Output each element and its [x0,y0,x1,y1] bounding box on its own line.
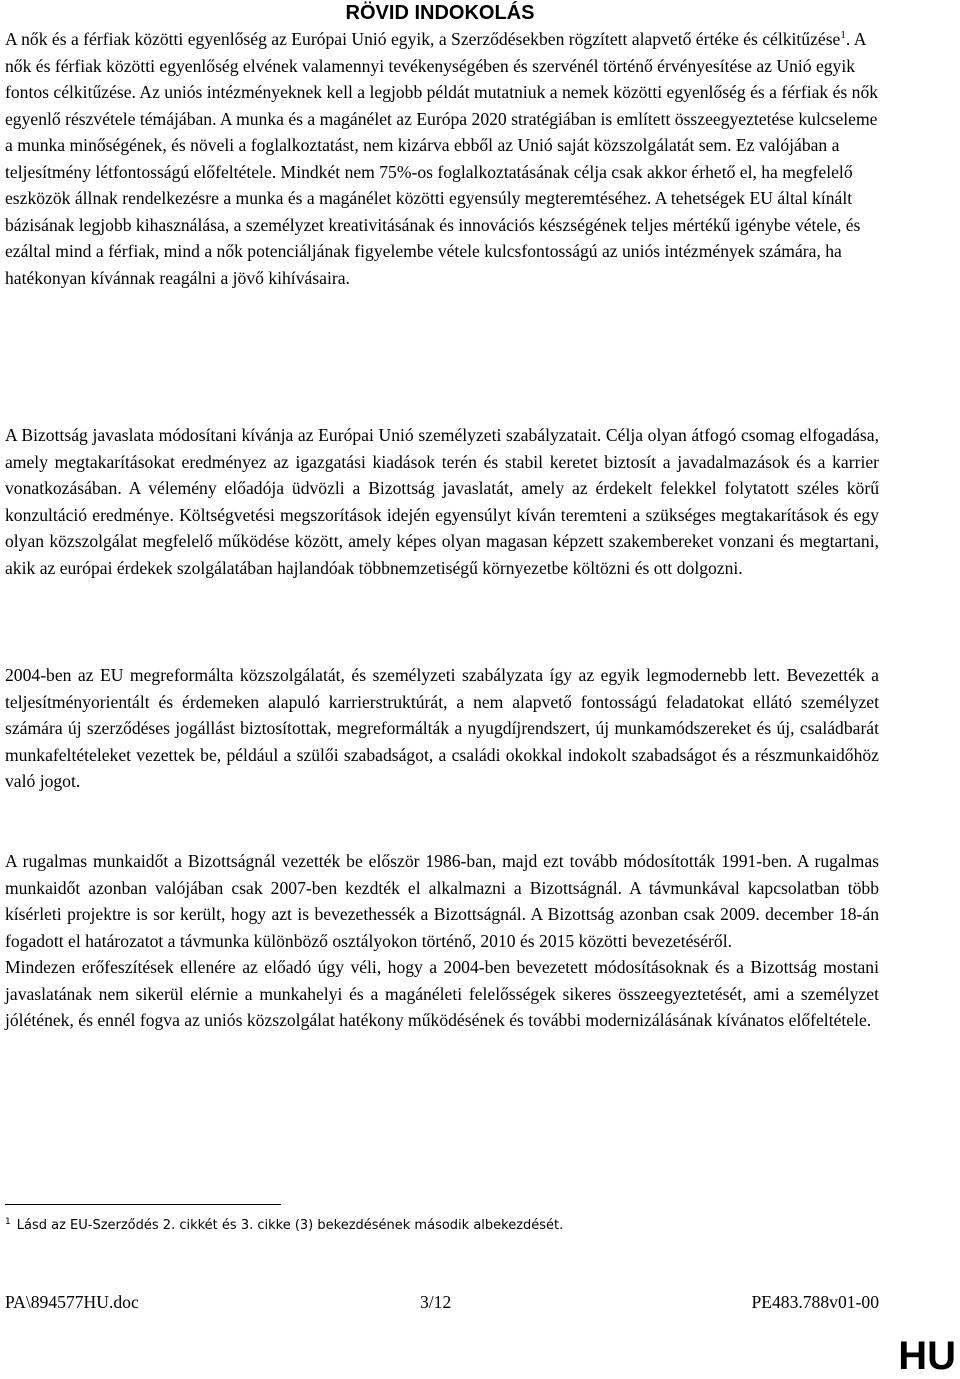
language-code: HU [898,1334,956,1378]
paragraph-4: A rugalmas munkaidőt a Bizottságnál vezették be először 1986-ban, majd ezt tovább módosították 1991-ben. A rugalmas munkaidőt azonban valójában csak 2007-ben kezdték el alkalmazni a Bizottságnál. A távmunkával kapcsolatban több kísérleti projektre is sor került, hogy azt is bevezethessék a Bizottságnál. A Bizottság azonban csak 2009. december 18-án fogadott el határozatot a távmunka különböző osztályokon történő, 2010 és 2015 közötti bevezetéséről. [5,851,879,951]
document-body-4 [5,848,879,1034]
footnote-text: Lásd az EU-Szerződés 2. cikkét és 3. cikke (3) bekezdésének második albekezdését. [16,1218,564,1233]
document-body [5,26,879,291]
paragraph-1-text-a: A nők és a férfiak közötti egyenlőség az Európai Unió egyik, a Szerződésekben rögzített alapvető értéke és célkitűzése [5,29,841,49]
footer-page-number: 3/12 [420,1292,452,1312]
paragraph-2: A Bizottság javaslata módosítani kívánja az Európai Unió személyzeti szabályzatait. Célja olyan átfogó csomag elfogadása, amely megtakarításokat eredményez az igazgatási kiadások terén és stabil keretet biztosít a javadalmazások és a karrier vonatkozásában. A vélemény előadója üdvözli a Bizottság javaslatát, amely az érdekelt felekkel folytatott széles körű konzultáció eredménye. Költségvetési megszorítások idején egyensúlyt kíván teremteni a szükséges megtakarítások és egy olyan közszolgálat megfelelő működése között, amely képes olyan magasan képzett szakembereket vonzani és megtartani, akik az európai érdekek szolgálatában hajlandóak többnemzetiségű környezetbe költözni és ott dolgozni. [5,425,879,578]
document-body-3 [5,662,879,795]
footer-pe-number: PE483.788v01-00 [751,1292,879,1312]
footnote-number: 1 [5,1216,11,1227]
footnote-separator [5,1204,281,1205]
footer-document-reference: PA\894577HU.doc [5,1292,139,1312]
paragraph-1 [5,26,879,291]
paragraph-5: Mindezen erőfeszítések ellenére az előadó úgy véli, hogy a 2004-ben bevezetett módosításoknak és a Bizottság mostani javaslatának nem sikerül elérnie a munkahelyi és a magánéleti felelősségek sikeres összeegyeztetését, ami a személyzet jólétének, és ennél fogva az uniós közszolgálat hatékony működésének és további modernizálásának kívánatos előfeltétele. [5,957,879,1030]
footnote [5,1216,879,1236]
document-body-2 [5,422,879,581]
page-title: RÖVID INDOKOLÁS [345,2,535,24]
paragraph-1-text-b: . A nők és férfiak közötti egyenlőség elvének valamennyi tevékenységében és szervénél történő érvényesítése az Unió egyik fontos célkitűzése. Az uniós intézményeknek kell a legjobb példát mutatniuk a nemek közötti egyenlőség és a férfiak és nők egyenlő részvétele témájában. A munka és a magánélet az Európa 2020 stratégiában is említett összeegyeztetése kulcseleme a munka minőségének, és növeli a foglalkoztatást, nem kizárva ebből az Unió saját közszolgálatát sem. Ez valójában a teljesítmény létfontosságú előfeltétele. Mindkét nem 75%-os foglalkoztatásának célja csak akkor érhető el, ha megfelelő eszközök állnak rendelkezésre a munka és a magánélet közötti egyensúly megteremtéséhez. A tehetségek EU által kínált bázisának legjobb kihasználása, a személyzet kreativitásának és innovációs készségének teljes mértékű igénybe vétele, és ezáltal mind a férfiak, mind a nők potenciáljának figyelembe vétele kulcsfontosságú az uniós intézmények számára, ha hatékonyan kívánnak reagálni a jövő kihívásaira. [5,29,879,288]
footnote-reference[interactable]: 1 [840,29,846,42]
page-footer [5,1290,879,1314]
paragraph-3: 2004-ben az EU megreformálta közszolgálatát, és személyzeti szabályzata így az egyik legmodernebb lett. Bevezették a teljesítményorientált és érdemeken alapuló karrierstruktúrát, a nem alapvető fontosságú feladatokat ellátó személyzet számára új szerződéses jogállást biztosítottak, megreformálták a nyugdíjrendszert, új munkamódszereket és új, családbarát munkafeltételeket vezettek be, például a szülői szabadságot, a családi okokkal indokolt szabadságot és a részmunkaidőhöz való jogot. [5,665,879,791]
